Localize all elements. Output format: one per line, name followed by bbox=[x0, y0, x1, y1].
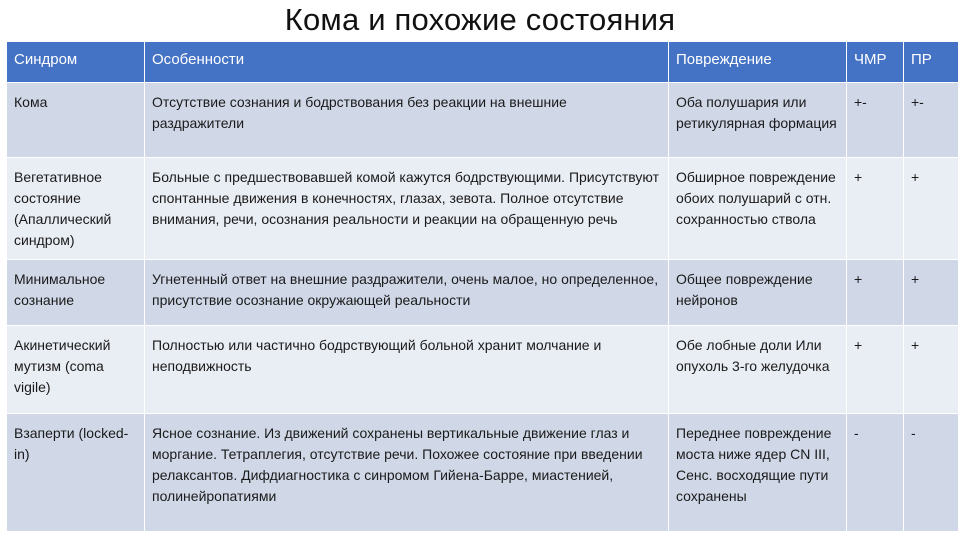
header-syndrome: Синдром bbox=[7, 42, 145, 83]
table-row bbox=[7, 260, 959, 326]
cell-damage: Общее повреждение нейронов bbox=[669, 260, 847, 326]
cell-syndrome: Взаперти (locked-in) bbox=[7, 414, 145, 532]
header-chmr: ЧМР bbox=[847, 42, 904, 83]
cell-chmr: + bbox=[847, 260, 904, 326]
cell-pr: + bbox=[904, 326, 959, 414]
cell-damage: Оба полушария или ретикулярная формация bbox=[669, 83, 847, 158]
cell-damage: Обширное повреждение обоих полушарий с отн. сохранностью ствола bbox=[669, 158, 847, 260]
cell-syndrome: Минимальное сознание bbox=[7, 260, 145, 326]
cell-features: Отсутствие сознания и бодрствования без реакции на внешние раздражители bbox=[145, 83, 669, 158]
cell-pr: - bbox=[904, 414, 959, 532]
cell-pr: + bbox=[904, 158, 959, 260]
cell-chmr: + bbox=[847, 326, 904, 414]
table-row bbox=[7, 158, 959, 260]
header-damage: Повреждение bbox=[669, 42, 847, 83]
table-row bbox=[7, 326, 959, 414]
cell-features: Полностью или частично бодрствующий больной хранит молчание и неподвижность bbox=[145, 326, 669, 414]
cell-features: Больные с предшествовавшей комой кажутся бодрствующими. Присутствуют спонтанные движения в конечностях, глазах, зевота. Полное отсутствие внимания, речи, осознания реальности и реакции на обращенную речь bbox=[145, 158, 669, 260]
table-header-row bbox=[7, 42, 959, 83]
cell-chmr: + bbox=[847, 158, 904, 260]
cell-syndrome: Вегетативное состояние (Апаллический синдром) bbox=[7, 158, 145, 260]
header-features: Особенности bbox=[145, 42, 669, 83]
cell-features: Ясное сознание. Из движений сохранены вертикальные движение глаз и моргание. Тетраплегия, отсутствие речи. Похожее состояние при введении релаксантов. Дифдиагностика с синромом Гийена-Барре, миастенией, полинейропатиями bbox=[145, 414, 669, 532]
cell-damage: Переднее повреждение моста ниже ядер CN III, Сенс. восходящие пути сохранены bbox=[669, 414, 847, 532]
cell-chmr: - bbox=[847, 414, 904, 532]
header-pr: ПР bbox=[904, 42, 959, 83]
table-row bbox=[7, 83, 959, 158]
cell-features: Угнетенный ответ на внешние раздражители, очень малое, но определенное, присутствие осознание окружающей реальности bbox=[145, 260, 669, 326]
page-title: Кома и похожие состояния bbox=[284, 2, 676, 37]
cell-pr: +- bbox=[904, 83, 959, 158]
cell-syndrome: Акинетический мутизм (coma vigile) bbox=[7, 326, 145, 414]
cell-pr: + bbox=[904, 260, 959, 326]
cell-chmr: +- bbox=[847, 83, 904, 158]
cell-damage: Обе лобные доли Или опухоль 3-го желудочка bbox=[669, 326, 847, 414]
cell-syndrome: Кома bbox=[7, 83, 145, 158]
syndromes-table bbox=[6, 41, 959, 532]
table-row bbox=[7, 414, 959, 532]
